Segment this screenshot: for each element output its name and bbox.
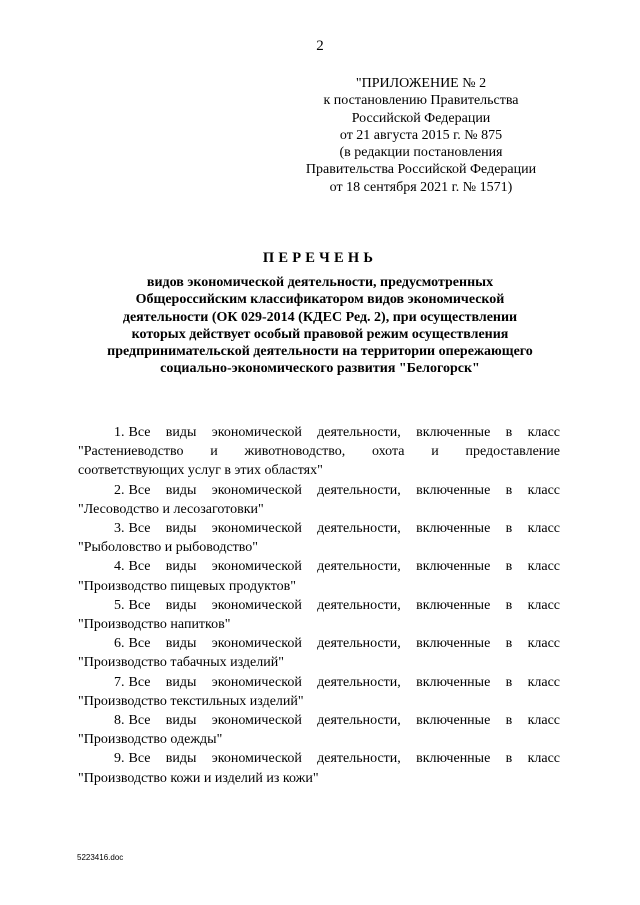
document-subtitle (60, 274, 580, 378)
list-item-first-line (78, 749, 560, 768)
list-item-class: "Рыболовство и рыбоводство" (78, 540, 259, 556)
list-item (78, 423, 560, 481)
file-name-footer: 5223416.doc (77, 853, 124, 862)
list-item-first-line (78, 634, 560, 653)
list-item (78, 673, 560, 711)
list-item-text: Все виды экономической деятельности, включенные в класс (128, 674, 560, 690)
document-title: ПЕРЕЧЕНЬ (262, 250, 378, 266)
subtitle-line: Общероссийским классификатором видов экономической (135, 292, 505, 308)
list-item (78, 749, 560, 787)
list-item-number: 6. (114, 636, 125, 652)
list-item-first-line (78, 423, 560, 442)
list-item-text: Все виды экономической деятельности, включенные в класс (128, 559, 560, 575)
subtitle-line: видов экономической деятельности, предусмотренных (146, 275, 494, 290)
list-item-class: соответствующих услуг в этих областях" (78, 463, 323, 479)
list-item-first-line (78, 596, 560, 615)
list-item-class: "Производство пищевых продуктов" (78, 578, 297, 594)
list-item-number: 1. (114, 425, 125, 440)
list-item-class: "Лесоводство и лесозаготовки" (78, 501, 264, 517)
list-item-class: "Производство табачных изделий" (78, 655, 284, 671)
list-item-number: 7. (114, 674, 125, 690)
list-item-text: Все виды экономической деятельности, включенные в класс (128, 636, 560, 652)
list-item-number: 4. (114, 559, 125, 575)
list-item (78, 481, 560, 519)
appendix-line: "ПРИЛОЖЕНИЕ № 2 (355, 76, 487, 91)
list-item-class: "Производство текстильных изделий" (78, 693, 304, 709)
subtitle-line: предпринимательской деятельности на территории опережающего (107, 344, 533, 360)
list-item-number: 8. (114, 713, 125, 729)
list-item-number: 3. (114, 521, 125, 537)
list-item-text: Все виды экономической деятельности, включенные в класс (128, 751, 560, 767)
list-item (78, 519, 560, 557)
list-item-number: 9. (114, 751, 125, 767)
list-item-first-line (78, 673, 560, 692)
page-number: 2 (316, 38, 324, 54)
list-item-number: 2. (114, 482, 125, 498)
appendix-line: к постановлению Правительства (323, 93, 519, 109)
list-item-class: "Растениеводство и животноводство, охота и предоставление (78, 444, 560, 460)
list-item-text: Все виды экономической деятельности, включенные в класс (128, 597, 560, 613)
appendix-line: Российской Федерации (351, 110, 491, 126)
appendix-line: Правительства Российской Федерации (305, 162, 537, 178)
list-item (78, 711, 560, 749)
list-item-first-line (78, 481, 560, 500)
appendix-line: от 21 августа 2015 г. № 875 (339, 127, 503, 143)
list-item-text: Все виды экономической деятельности, включенные в класс (128, 425, 560, 440)
subtitle-line: социально-экономического развития "Белогорск" (160, 361, 480, 377)
appendix-line: от 18 сентября 2021 г. № 1571) (329, 179, 513, 195)
list-item (78, 634, 560, 672)
subtitle-line: которых действует особый правовой режим осуществления (131, 326, 509, 342)
list-item-first-line (78, 519, 560, 538)
appendix-line: (в редакции постановления (339, 145, 503, 161)
list-item-text: Все виды экономической деятельности, включенные в класс (128, 713, 560, 729)
list-item-first-line (78, 557, 560, 576)
subtitle-line: деятельности (ОК 029-2014 (КДЕС Ред. 2), при осуществлении (122, 309, 518, 325)
list-item-class: "Производство одежды" (78, 732, 223, 748)
list-item (78, 557, 560, 595)
list-item-text: Все виды экономической деятельности, включенные в класс (128, 482, 560, 498)
list-item-first-line (78, 711, 560, 730)
list-item-number: 5. (114, 597, 125, 613)
appendix-header (296, 75, 546, 196)
list-item-class: "Производство кожи и изделий из кожи" (78, 770, 319, 786)
list-item-class: "Производство напитков" (78, 617, 231, 633)
activity-list (78, 423, 560, 788)
list-item (78, 596, 560, 634)
list-item-text: Все виды экономической деятельности, включенные в класс (128, 521, 560, 537)
